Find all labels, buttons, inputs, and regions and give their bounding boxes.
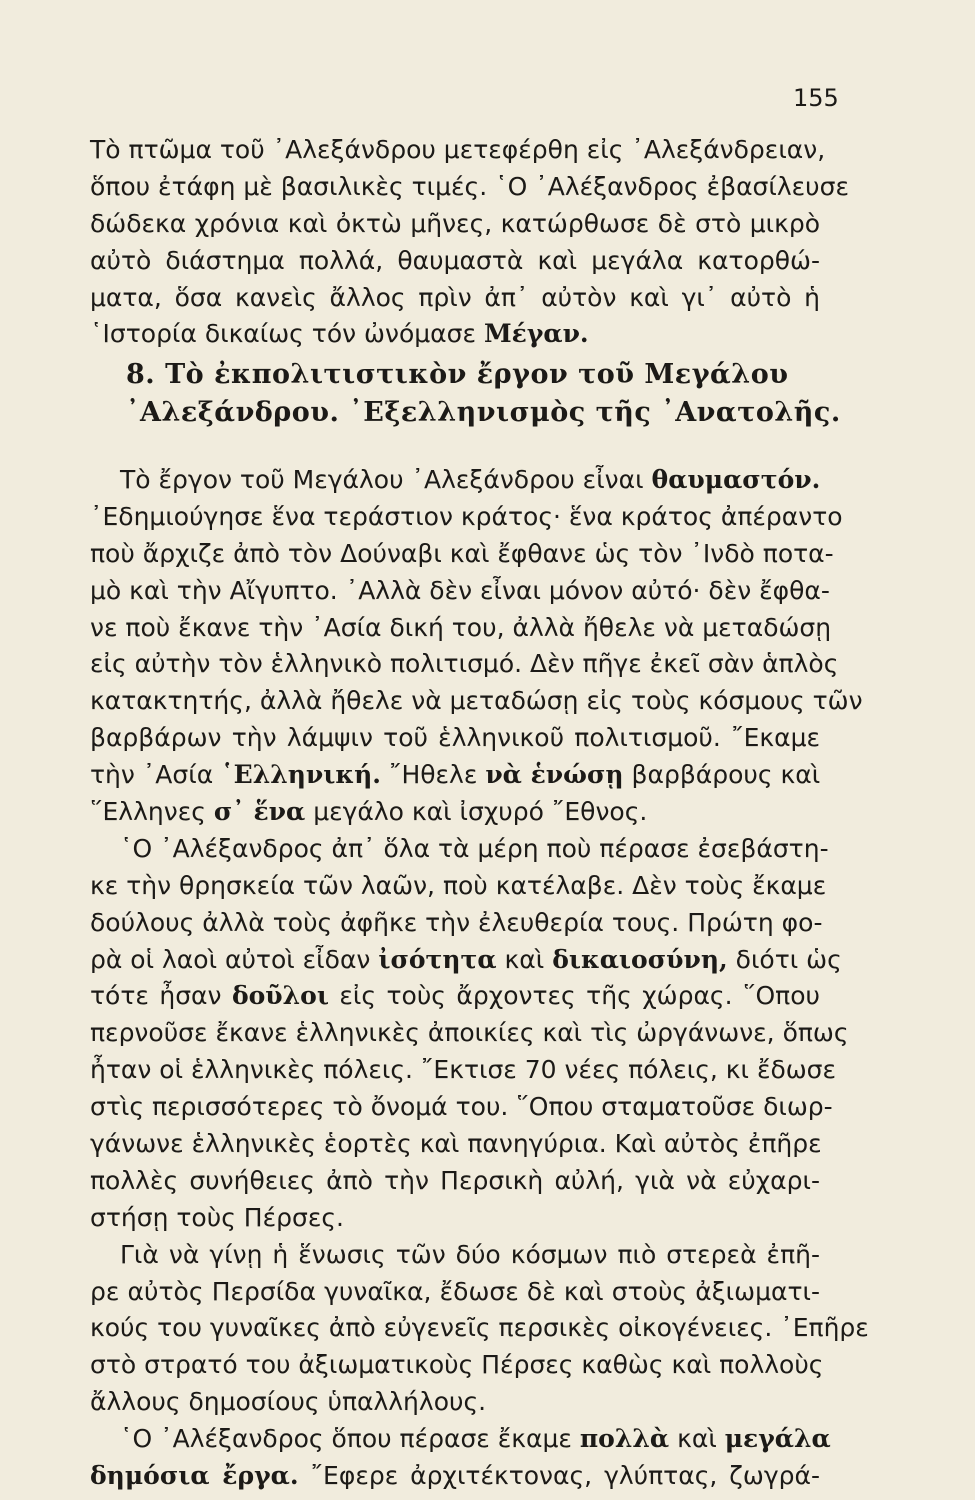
text-line: στήσῃ τοὺς Πέρσες. <box>90 1202 344 1232</box>
text-line <box>90 978 820 1015</box>
text-line: κούς του γυναῖκες ἀπὸ εὐγενεῖς περσικὲς οἰκογένειες. ᾿Επῆρε <box>90 1313 869 1343</box>
text-line: ποὺ ἄρχιζε ἀπὸ τὸν Δούναβι καὶ ἔφθανε ὡς τὸν ᾿Ινδὸ ποτα- <box>90 538 834 568</box>
heading-line-2: ᾿Αλεξάνδρου. ᾿Εξελληνισμὸς τῆς ᾿Ανατολῆς. <box>126 397 841 428</box>
heading-line-1: 8. Τὸ ἐκπολιτιστικὸν ἔργον τοῦ Μεγάλου <box>126 359 789 390</box>
text-run: διότι ὡς <box>727 944 842 974</box>
intro-paragraph <box>90 132 849 353</box>
bold-term: νὰ ἑνώσῃ <box>485 760 624 790</box>
text-line: ἦταν οἱ ἑλληνικὲς πόλεις. ῎Εκτισε 70 νέες πόλεις, κι ἔδωσε <box>90 1055 837 1085</box>
text-line: ματα, ὅσα κανεὶς ἄλλος πρὶν ἀπ᾿ αὐτὸν καὶ γι᾿ αὐτὸ ἡ <box>90 282 820 312</box>
text-line: στὸ στρατό του ἀξιωματικοὺς Πέρσες καθὼς καὶ πολλοὺς <box>90 1350 824 1380</box>
text-line <box>90 1421 831 1458</box>
text-line <box>90 316 820 353</box>
text-line: ᾿Εδημιούγησε ἕνα τεράστιον κράτος· ἕνα κράτος ἀπέραντο <box>90 501 843 531</box>
bold-term: πολλὰ <box>579 1424 670 1454</box>
bold-term: σ᾿ ἕνα <box>213 797 306 827</box>
text-line: ρε αὐτὸς Περσίδα γυναῖκα, ἔδωσε δὲ καὶ στοὺς ἀξιωματι- <box>90 1276 820 1306</box>
text-run: τότε ἦσαν <box>90 981 232 1011</box>
text-run: ῎Ηθελε <box>381 760 486 790</box>
page-number: 155 <box>793 84 839 112</box>
text-line <box>90 942 842 979</box>
bold-term: ῾Ελληνική. <box>221 760 381 790</box>
text-line: κε τὴν θρησκεία τῶν λαῶν, ποὺ κατέλαβε. Δὲν τοὺς ἔκαμε <box>90 870 827 900</box>
text-line: μὸ καὶ τὴν Αἴγυπτο. ᾿Αλλὰ δὲν εἶναι μόνον αὐτό· δὲν ἔφθα- <box>90 575 830 605</box>
bold-term: Μέγαν. <box>483 319 589 349</box>
bold-term: δημόσια ἔργα. <box>90 1461 299 1491</box>
text-run: τὴν ᾿Ασία <box>90 760 222 790</box>
text-line <box>90 794 820 831</box>
text-run: ῾Ιστορία δικαίως τόν ὠνόμασε <box>90 319 484 349</box>
text-line: ἄλλους δημοσίους ὑπαλλήλους. <box>90 1387 487 1417</box>
text-line: βαρβάρων τὴν λάμψιν τοῦ ἑλληνικοῦ πολιτισμοῦ. ῎Εκαμε <box>90 723 820 753</box>
bold-term: δικαιοσύνη, <box>552 944 728 974</box>
section-body <box>90 462 869 1495</box>
text-run: καὶ <box>496 944 553 974</box>
text-line: ὅπου ἐτάφη μὲ βασιλικὲς τιμές. ῾Ο ᾿Αλέξανδρος ἐβασίλευσε <box>90 171 849 201</box>
bold-term: θαυμαστόν. <box>651 465 821 494</box>
text-run: καὶ <box>669 1424 725 1454</box>
text-run: Τὸ ἔργον τοῦ Μεγάλου ᾿Αλεξάνδρου εἶναι <box>120 465 652 494</box>
text-line: πολλὲς συνήθειες ἀπὸ τὴν Περσικὴ αὐλή, γιὰ νὰ εὐχαρι- <box>90 1165 820 1195</box>
text-line: Γιὰ νὰ γίνῃ ἡ ἕνωσις τῶν δύο κόσμων πιὸ στερεὰ ἐπῆ- <box>120 1239 820 1269</box>
bold-term: μεγάλα <box>724 1424 831 1454</box>
text-line: δούλους ἀλλὰ τοὺς ἀφῆκε τὴν ἐλευθερία τους. Πρώτη φο- <box>90 907 823 937</box>
text-line <box>90 1458 820 1495</box>
text-line: περνοῦσε ἔκανε ἑλληνικὲς ἀποικίες καὶ τὶς ὠργάνωνε, ὅπως <box>90 1018 849 1048</box>
text-line: γάνωνε ἑλληνικὲς ἑορτὲς καὶ πανηγύρια. Καὶ αὐτὸς ἐπῆρε <box>90 1129 822 1159</box>
text-run: ῞Ελληνες <box>90 797 214 827</box>
text-run: ρὰ οἱ λαοὶ αὐτοὶ εἶδαν <box>90 944 379 974</box>
text-line: εἰς αὐτὴν τὸν ἑλληνικὸ πολιτισμό. Δὲν πῆγε ἐκεῖ σὰν ἁπλὸς <box>90 649 839 679</box>
text-run: ῎Εφερε ἀρχιτέκτονας, γλύπτας, ζωγρά- <box>298 1461 820 1491</box>
bold-term: ἰσότητα <box>378 944 497 974</box>
text-run: εἰς τοὺς ἄρχοντες τῆς χώρας. ῞Οπου <box>328 981 820 1011</box>
text-run: μεγάλο καὶ ἰσχυρό ῎Εθνος. <box>305 797 648 827</box>
text-line: νε ποὺ ἔκανε τὴν ᾿Ασία δική του, ἀλλὰ ἤθελε νὰ μεταδώσῃ <box>90 612 832 642</box>
bold-term: δοῦλοι <box>231 981 329 1011</box>
text-line <box>90 757 820 794</box>
text-line: κατακτητής, ἀλλὰ ἤθελε νὰ μεταδώσῃ εἰς τοὺς κόσμους τῶν <box>90 686 863 716</box>
text-line: ῾Ο ᾿Αλέξανδρος ἀπ᾿ ὅλα τὰ μέρη ποὺ πέρασε ἐσεβάστη- <box>120 833 829 863</box>
text-line: Τὸ πτῶμα τοῦ ᾿Αλεξάνδρου μετεφέρθη εἰς ᾿Αλεξάνδρειαν, <box>90 135 826 164</box>
text-line: στὶς περισσότερες τὸ ὄνομά του. ῞Οπου σταματοῦσε διωρ- <box>90 1092 833 1122</box>
text-run: βαρβάρους καὶ <box>623 760 821 790</box>
text-line <box>90 462 820 499</box>
text-line: αὐτὸ διάστημα πολλά, θαυμαστὰ καὶ μεγάλα κατορθώ- <box>90 245 820 275</box>
text-run: ῾Ο ᾿Αλέξανδρος ὅπου πέρασε ἔκαμε <box>120 1424 580 1454</box>
text-line: δώδεκα χρόνια καὶ ὀκτὼ μῆνες, κατώρθωσε δὲ στὸ μικρὸ <box>90 208 820 238</box>
section-heading <box>126 356 841 432</box>
